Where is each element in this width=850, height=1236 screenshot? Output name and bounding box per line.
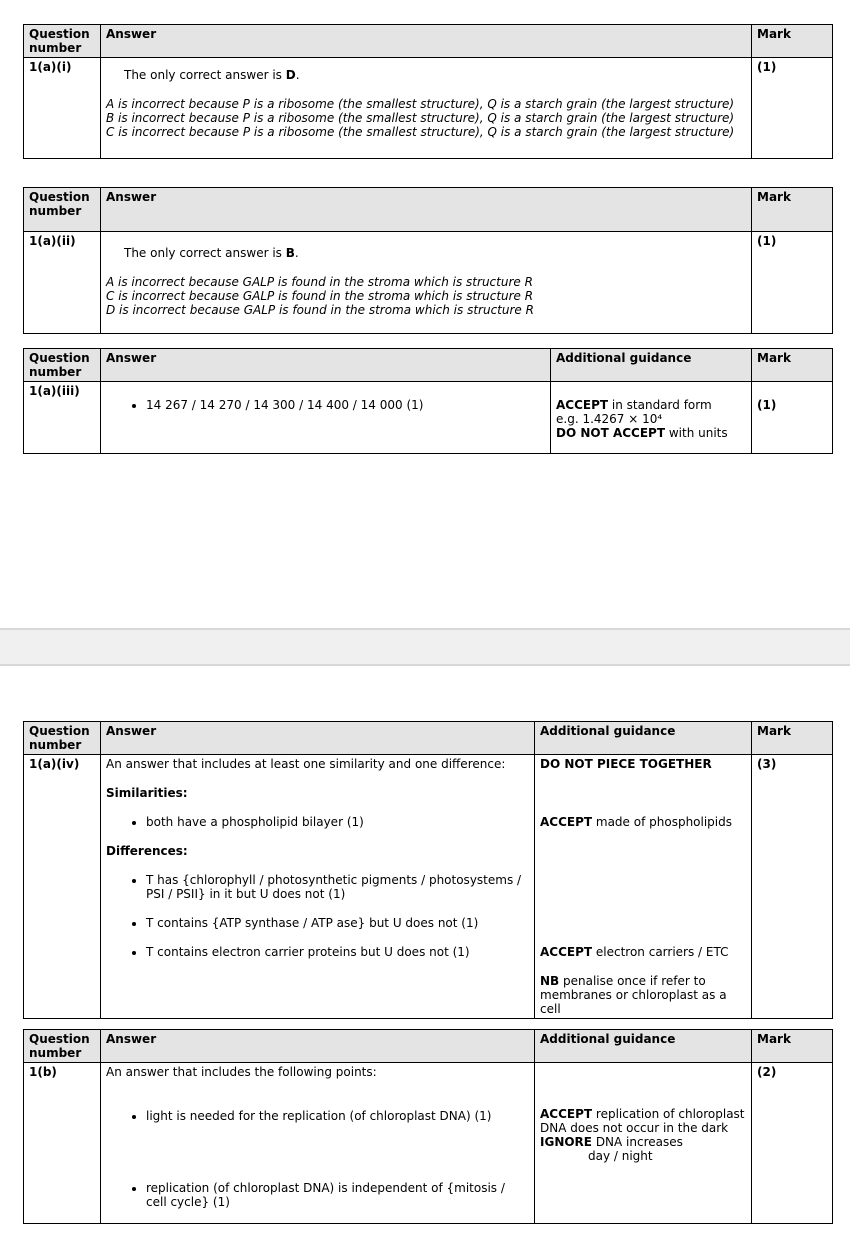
table-q1ai [23,24,833,159]
header-mark: Mark [752,722,833,755]
mark-value: (2) [752,1063,833,1224]
mark-value: (1) [752,232,833,334]
question-number: 1(b) [24,1063,101,1224]
mark-value: (1) [752,382,833,454]
table-q1aiv [23,721,833,1019]
mark-value: (1) [752,58,833,159]
answer-cell [101,1063,535,1224]
question-number: 1(a)(iv) [24,755,101,1019]
guidance-do-not-piece: DO NOT PIECE TOGETHER [540,757,712,771]
incorrect-line-c: C is incorrect because GALP is found in the stroma which is structure R [106,289,534,303]
guidance-cell [535,755,752,1019]
point-bullet: • light is needed for the replication (of chloroplast DNA) (1) [146,1109,529,1123]
incorrect-line-b: B is incorrect because P is a ribosome (the smallest structure), Q is a starch grain (the largest structure) [106,111,735,125]
header-guidance: Additional guidance [535,1030,752,1063]
header-question-number: Question number [24,722,101,755]
differences-heading: Differences: [106,844,188,858]
guidance-example: e.g. 1.4267 × 10⁴ [556,412,663,426]
header-question-number: Question number [24,188,101,232]
correct-answer-line: The only correct answer is D. [124,68,300,82]
incorrect-line-d: D is incorrect because GALP is found in the stroma which is structure R [106,303,534,317]
header-mark: Mark [752,349,833,382]
guidance-cell [535,1063,752,1224]
similarity-bullet: • both have a phospholipid bilayer (1) [146,815,529,829]
header-answer: Answer [101,188,752,232]
answer-cell [101,382,551,454]
guidance-accept-carriers: ACCEPT electron carriers / ETC [540,945,729,959]
table-q1b [23,1029,833,1224]
guidance-accept: ACCEPT replication of chloroplast DNA does not occur in the dark [540,1107,745,1135]
guidance-ignore-sub: day / night [588,1149,653,1163]
point-bullet: • replication (of chloroplast DNA) is independent of {mitosis / cell cycle} (1) [146,1181,529,1209]
header-guidance: Additional guidance [551,349,752,382]
header-mark: Mark [752,25,833,58]
question-number: 1(a)(i) [24,58,101,159]
answer-cell [101,58,752,159]
difference-bullet: • T has {chlorophyll / photosynthetic pigments / photosystems / PSI / PSII} in it but U does not (1) [146,873,529,901]
header-question-number: Question number [24,349,101,382]
header-answer: Answer [101,1030,535,1063]
header-guidance: Additional guidance [535,722,752,755]
mark-value: (3) [752,755,833,1019]
header-answer: Answer [101,25,752,58]
incorrect-line-a: A is incorrect because P is a ribosome (the smallest structure), Q is a starch grain (the largest structure) [106,97,735,111]
question-number: 1(a)(ii) [24,232,101,334]
header-answer: Answer [101,722,535,755]
difference-bullet: • T contains {ATP synthase / ATP ase} but U does not (1) [146,916,529,930]
page-break [0,628,850,666]
answer-cell [101,232,752,334]
difference-bullet: • T contains electron carrier proteins but U does not (1) [146,945,529,959]
header-answer: Answer [101,349,551,382]
header-question-number: Question number [24,25,101,58]
header-mark: Mark [752,1030,833,1063]
guidance-ignore: IGNORE DNA increases [540,1135,683,1149]
question-number: 1(a)(iii) [24,382,101,454]
header-question-number: Question number [24,1030,101,1063]
guidance-accept-phospholipids: ACCEPT made of phospholipids [540,815,732,829]
answer-bullet: • 14 267 / 14 270 / 14 300 / 14 400 / 14 000 (1) [146,398,545,412]
guidance-cell [551,382,752,454]
incorrect-line-a: A is incorrect because GALP is found in the stroma which is structure R [106,275,533,289]
header-mark: Mark [752,188,833,232]
table-q1aii [23,187,833,334]
incorrect-line-c: C is incorrect because P is a ribosome (the smallest structure), Q is a starch grain (the largest structure) [106,125,735,139]
guidance-accept: ACCEPT in standard form [556,398,712,412]
correct-answer-line: The only correct answer is B. [124,246,299,260]
answer-intro: An answer that includes the following points: [106,1065,377,1079]
answer-cell [101,755,535,1019]
guidance-nb: NB penalise once if refer to membranes or chloroplast as a cell [540,974,727,1016]
answer-intro: An answer that includes at least one similarity and one difference: [106,757,506,771]
similarities-heading: Similarities: [106,786,188,800]
table-q1aiii [23,348,833,454]
guidance-not-accept: DO NOT ACCEPT with units [556,426,728,440]
